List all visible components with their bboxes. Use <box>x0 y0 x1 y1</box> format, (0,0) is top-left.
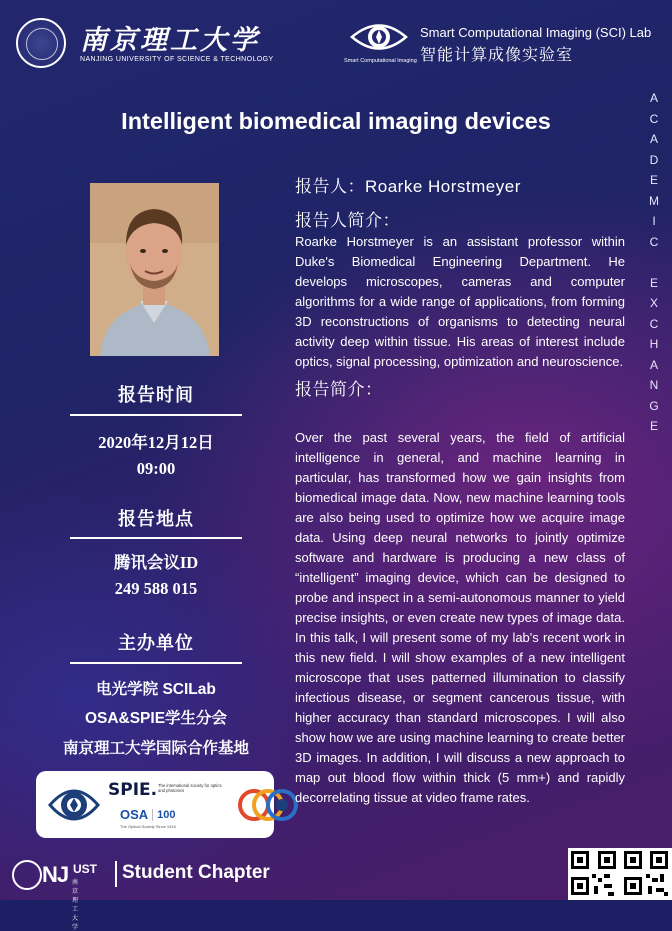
vertical-letter: E <box>649 419 658 433</box>
event-date: 2020年12月12日 <box>98 433 214 452</box>
academic-exchange-vertical <box>646 88 662 437</box>
host-item: 南京理工大学国际合作基地 <box>62 740 249 757</box>
chapter-cn: 南京理工大学 <box>72 880 79 931</box>
osa-row <box>120 807 176 822</box>
university-name-en: NANJING UNIVERSITY OF SCIENCE & TECHNOLOGY <box>80 56 274 63</box>
vertical-letter: G <box>649 398 659 413</box>
chapter-divider <box>115 861 117 887</box>
chapter-seal-icon <box>12 860 42 890</box>
speaker-label: 报告人：Roarke Horstmeyer <box>295 177 521 196</box>
host-item: OSA&SPIE学生分会 <box>84 710 228 727</box>
vertical-letter: C <box>649 234 659 249</box>
chapter-label: Student Chapter <box>122 862 270 883</box>
osa-tagline: The Optical Society Since 1916 <box>120 824 176 829</box>
chapter-ust: UST <box>73 862 97 876</box>
vertical-letter: N <box>649 378 659 392</box>
vertical-letter: A <box>649 132 658 146</box>
place-heading: 报告地点 <box>118 509 194 529</box>
lab-name-en: Smart Computational Imaging (SCI) Lab <box>420 25 652 40</box>
vertical-letter: X <box>649 296 658 310</box>
vertical-spacer <box>646 252 662 273</box>
host-item: 电光学院 SCILab <box>96 681 216 698</box>
spie-logo-text: SPIE. <box>108 780 158 800</box>
poster-title: Intelligent biomedical imaging devices <box>121 108 551 134</box>
vertical-letter: H <box>649 337 659 351</box>
speaker-bio: Roarke Horstmeyer is an assistant professor within Duke's Biomedical Engineering Department. He develops microscopes, cameras and computer algorithms for a wide range of applications, from forming 3D reconstructions of organisms to detecting neural activity deep within tissue. His areas of interest include optics, signal processing, optimization and neuroscience. <box>295 234 625 369</box>
vertical-letter: I <box>652 214 656 228</box>
talk-abstract: Over the past several years, the field of artificial intelligence in general, and machine learning in particular, has transformed how we gain insights from biomedical image data. Now, new machine learning tools are also being used to optimize how we acquire image data. Using deep neural networks to jointly optimize software and hardware is producing a new class of “intelligent” imaging device, which can be designed to probe and inspect in a semi-autonomous manner to yield precise insights, or even create new types of image data. In this talk, I will present some of my lab's recent work in this new field. I will show examples of a new intelligent microscope that uses patterned illumination to classify infectious disease, or segment cancerous tissue, with higher accuracy than standard microscopes. I will also show how we are using machine learning to create better 3D images. In addition, I will discuss a new approach to map out blood flow within thick (5 mm+) and rapidly decorrelating tissue at video frame rates. <box>295 430 625 805</box>
university-seal-icon <box>16 18 66 68</box>
vertical-letter: A <box>649 357 658 372</box>
divider <box>70 662 242 664</box>
meeting-label: 腾讯会议ID <box>113 553 199 572</box>
sci-eye-logo-icon <box>48 783 100 827</box>
sci-logo-caption: Smart Computational Imaging <box>344 58 417 64</box>
divider <box>70 537 242 539</box>
header <box>0 0 672 86</box>
meeting-id: 249 588 015 <box>114 579 198 598</box>
osa-100-text: 100 <box>152 809 175 821</box>
spie-osa-logo <box>108 780 230 829</box>
vertical-letter: E <box>649 275 658 290</box>
osa-logo-text: OSA <box>120 807 149 822</box>
event-time: 09:00 <box>136 459 176 478</box>
lab-name-cn: 智能计算成像实验室 <box>420 47 574 64</box>
vertical-letter: A <box>649 91 658 105</box>
divider <box>70 414 242 416</box>
vertical-letter: E <box>649 173 658 187</box>
abstract-heading: 报告简介： <box>295 380 383 399</box>
host-heading: 主办单位 <box>118 633 194 653</box>
chapter-nj: NJ <box>42 862 69 887</box>
qr-code-icon <box>568 848 672 900</box>
time-heading: 报告时间 <box>118 385 194 405</box>
vertical-letter: D <box>649 152 659 167</box>
sponsor-logos <box>36 771 274 838</box>
bio-heading: 报告人简介： <box>295 211 400 230</box>
vertical-letter: M <box>649 193 659 208</box>
university-name-cn: 南京理工大学 <box>80 25 260 56</box>
sci-lab-eye-icon <box>350 20 408 54</box>
spie-tagline: The international society for optics and photonics <box>158 783 222 793</box>
vertical-letter: C <box>649 111 659 126</box>
speaker-photo <box>90 183 219 356</box>
vertical-letter: C <box>649 316 659 331</box>
